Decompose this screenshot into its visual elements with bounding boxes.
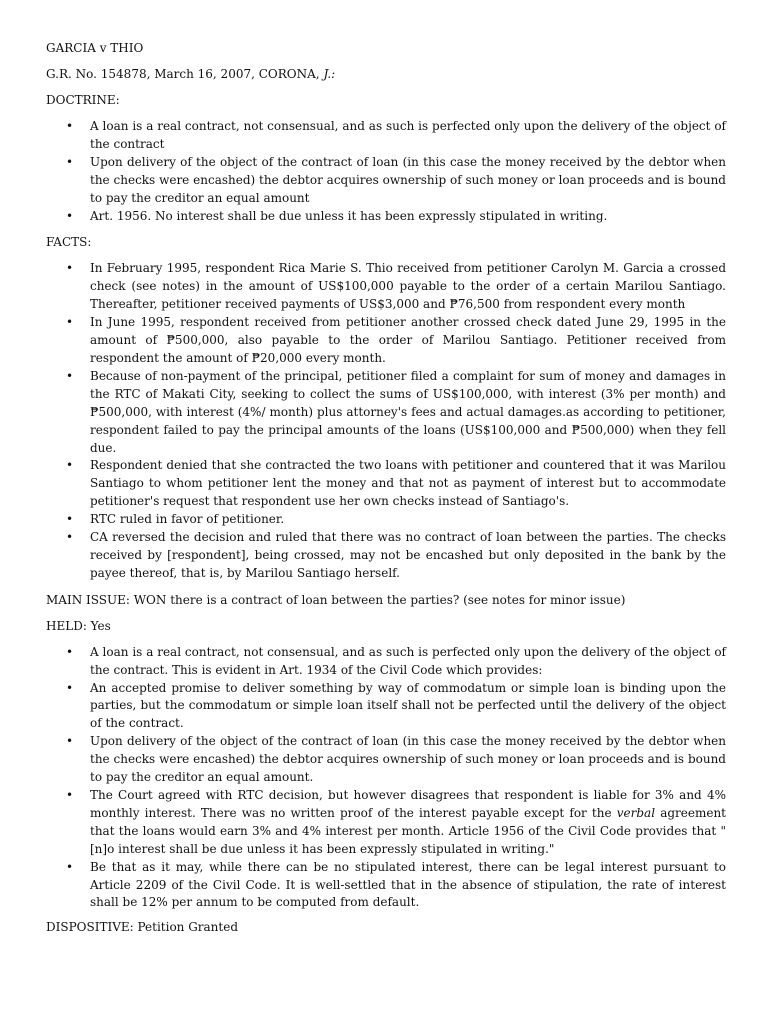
fact-item: • CA reversed the decision and ruled that there was no contract of loan between the parties. The checks received by [respondent], being crossed, may not be encashed but only deposited in the bank by the payee thereof, that is, by Marilou Santiago herself. — [46, 529, 726, 583]
interest-text-before: The Court agreed with RTC decision, but however disagrees that respondent is liable for 3% and 4% monthly interest. There was no written proof of the interest payable except for the — [90, 788, 726, 820]
held-item: • A loan is a real contract, not consensual, and as such is perfected only upon the delivery of the object of the contract. This is evident in Art. 1934 of the Civil Code which provides: — [46, 644, 726, 680]
dispositive: DISPOSITIVE: Petition Granted — [46, 920, 239, 935]
doctrine-heading: DOCTRINE: — [46, 93, 120, 107]
fact-item: • Respondent denied that she contracted the two loans with petitioner and countered that it was Marilou Santiago to whom petitioner lent the money and that not as payment of interest but to accommodate petitioner's request that respondent use her own checks instead of Santiago's. — [46, 457, 726, 511]
case-title: GARCIA v THIO — [46, 41, 144, 55]
interest-text-italic: verbal — [616, 805, 656, 820]
held-item: • An accepted promise to deliver something by way of commodatum or simple loan is binding upon the parties, but the commodatum or simple loan itself shall not be perfected until the delivery of the object of the contract. — [46, 680, 726, 734]
held-list — [46, 644, 726, 913]
doctrine-item: • A loan is a real contract, not consensual, and as such is perfected only upon the delivery of the object of the contract — [46, 118, 726, 154]
facts-heading: FACTS: — [46, 235, 92, 250]
facts-list — [46, 260, 726, 582]
held-heading: HELD: Yes — [46, 618, 111, 633]
citation-text: G.R. No. 154878, March 16, 2007, CORONA, — [46, 67, 320, 81]
doctrine-list — [46, 118, 726, 225]
held-item: • Upon delivery of the object of the contract of loan (in this case the money received by the debtor when the checks were encashed) the debtor acquires ownership of such money or loan proceeds and is bound to pay the creditor an equal amount. — [46, 733, 726, 787]
doctrine-item: • Art. 1956. No interest shall be due unless it has been expressly stipulated in writing. — [46, 208, 726, 226]
interest-text-after: agreement that the loans would earn 3% and 4% interest per month. Article 1956 of the Civil Code provides that "[n]o interest shall be due unless it has been expressly stipulated in writing." — [90, 805, 726, 856]
held-item: • Be that as it may, while there can be no stipulated interest, there can be legal interest pursuant to Article 2209 of the Civil Code. It is well-settled that in the absence of stipulation, the rate of interest shall be 12% per annum to be computed from default. — [46, 859, 726, 913]
fact-item: • RTC ruled in favor of petitioner. — [46, 511, 726, 529]
held-item-interest — [46, 787, 726, 859]
fact-item: • In June 1995, respondent received from petitioner another crossed check dated June 29, 1995 in the amount of ₱500,000, also payable to the order of Marilou Santiago. Petitioner received from respondent the amount of ₱20,000 every month. — [46, 314, 726, 368]
case-citation — [46, 66, 726, 83]
citation-justice: J.: — [323, 67, 336, 81]
doctrine-item: • Upon delivery of the object of the contract of loan (in this case the money received by the debtor when the checks were encashed) the debtor acquires ownership of such money or loan proceeds and is bound to pay the creditor an equal amount — [46, 154, 726, 208]
document-page — [46, 40, 726, 936]
fact-item: • In February 1995, respondent Rica Marie S. Thio received from petitioner Carolyn M. Garcia a crossed check (see notes) in the amount of US$100,000 payable to the order of a certain Marilou Santiago. Thereafter, petitioner received payments of US$3,000 and ₱76,500 from respondent every month — [46, 260, 726, 314]
fact-item: • Because of non-payment of the principal, petitioner filed a complaint for sum of money and damages in the RTC of Makati City, seeking to collect the sums of US$100,000, with interest (3% per month) and ₱500,000, with interest (4%/ month) plus attorney's fees and actual damages.as according to petitioner, respondent failed to pay the principal amounts of the loans (US$100,000 and ₱500,000) when they fell due. — [46, 368, 726, 458]
main-issue: MAIN ISSUE: WON there is a contract of loan between the parties? (see notes for minor issue) — [46, 592, 626, 607]
